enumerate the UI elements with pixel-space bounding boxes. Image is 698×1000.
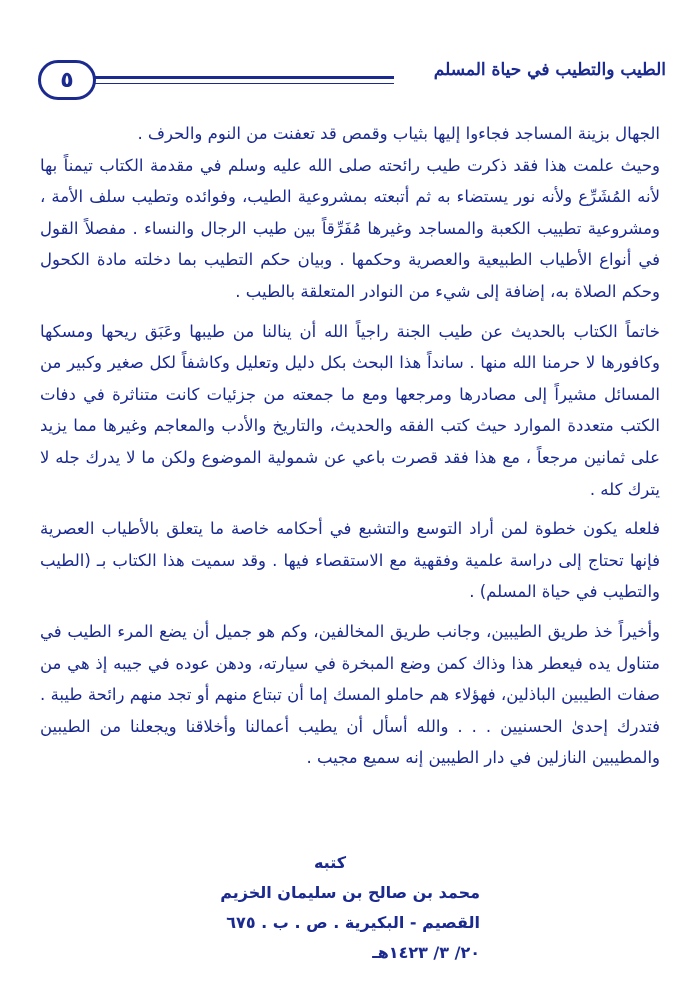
signature-date: ٢٠/ ٣/ ١٤٢٣هـ [372,943,480,962]
body-text [40,118,660,774]
signature-block [180,848,480,968]
author-address: القصيم - البكيرية . ص . ب . ٦٧٥ [226,913,480,932]
paragraph: خاتماً الكتاب بالحديث عن طيب الجنة راجياً الله أن ينالنا من طيبها وعَبَق ريحها ومسكها وكافورها لا حرمنا الله منها . سانداً هذا البحث بكل دليل وتعليل وكاشفاً لكل صغير وكبير من المسائل مشيراً إلى مصادرها ومرجعها ومع ما جمعته من جزئيات كانت متناثرة في دفات الكتب متعددة الموارد حيث كتب الفقه والحديث، والتاريخ والأدب والمعاجم وغيرها مما يزيد على ثمانين مرجعاً ، مع هذا فقد قصرت باعي عن شمولية الموضوع ولكن ما لا يدرك جله لا يترك كله . [40,321,660,499]
signature-label: كتبه [313,853,347,872]
paragraph: وأخيراً خذ طريق الطيبين، وجانب طريق المخالفين، وكم هو جميل أن يضع المرء الطيب في متناول يده فيعطر هذا وذاك كمن وضع المبخرة في سيارته، ودهن عوده في جيبه إذ هي من صفات الطيبين الباذلين، فهؤلاء هم حاملو المسك إما أن تبتاع منهم أو تجد منهم رائحة طيبة . فتدرك إحدىٰ الحسنيين . . . والله أسأل أن يطيب أعمالنا وأخلاقنا ويجعلنا من الطيبين والمطيبين النازلين في دار الطيبين إنه سميع مجيب . [40,621,660,768]
paragraph: وحيث علمت هذا فقد ذكرت طيب رائحته صلى الله عليه وسلم في مقدمة الكتاب تيمناً بها لأنه المُشَرِّع ولأنه نور يستضاء به ثم أتبعته بمشروعية الطيب، وفوائده وتطيب سلف الأمة ، ومشروعية تطييب الكعبة والمساجد وغيرها مُفَرِّقاً بين طيب الرجال والنساء . مفصلاً القول في أنواع الأطياب الطبيعية والعصرية وحكمها . وبيان حكم التطيب بما دخلته مادة الكحول وحكم الصلاة به، إضافة إلى شيء من النوادر المتعلقة بالطيب . [40,155,660,301]
author-name: محمد بن صالح بن سليمان الخزيم [220,883,480,902]
page-header [38,60,666,110]
header-rule [94,76,394,84]
page-number: ٥ [60,67,74,93]
paragraph: الجهال بزينة المساجد فجاءوا إليها بثياب وقمص قد تعفنت من النوم والحرف . [137,124,660,143]
running-title: الطيب والتطيب في حياة المسلم [433,60,666,80]
page-number-badge [38,60,96,100]
paragraph: فلعله يكون خطوة لمن أراد التوسع والتشبع في أحكامه خاصة ما يتعلق بالأطياب العصرية فإنها تحتاج إلى دراسة علمية وفقهية مع الاستقصاء فيها . وقد سميت هذا الكتاب بـ (الطيب والتطيب في حياة المسلم) . [40,519,660,602]
